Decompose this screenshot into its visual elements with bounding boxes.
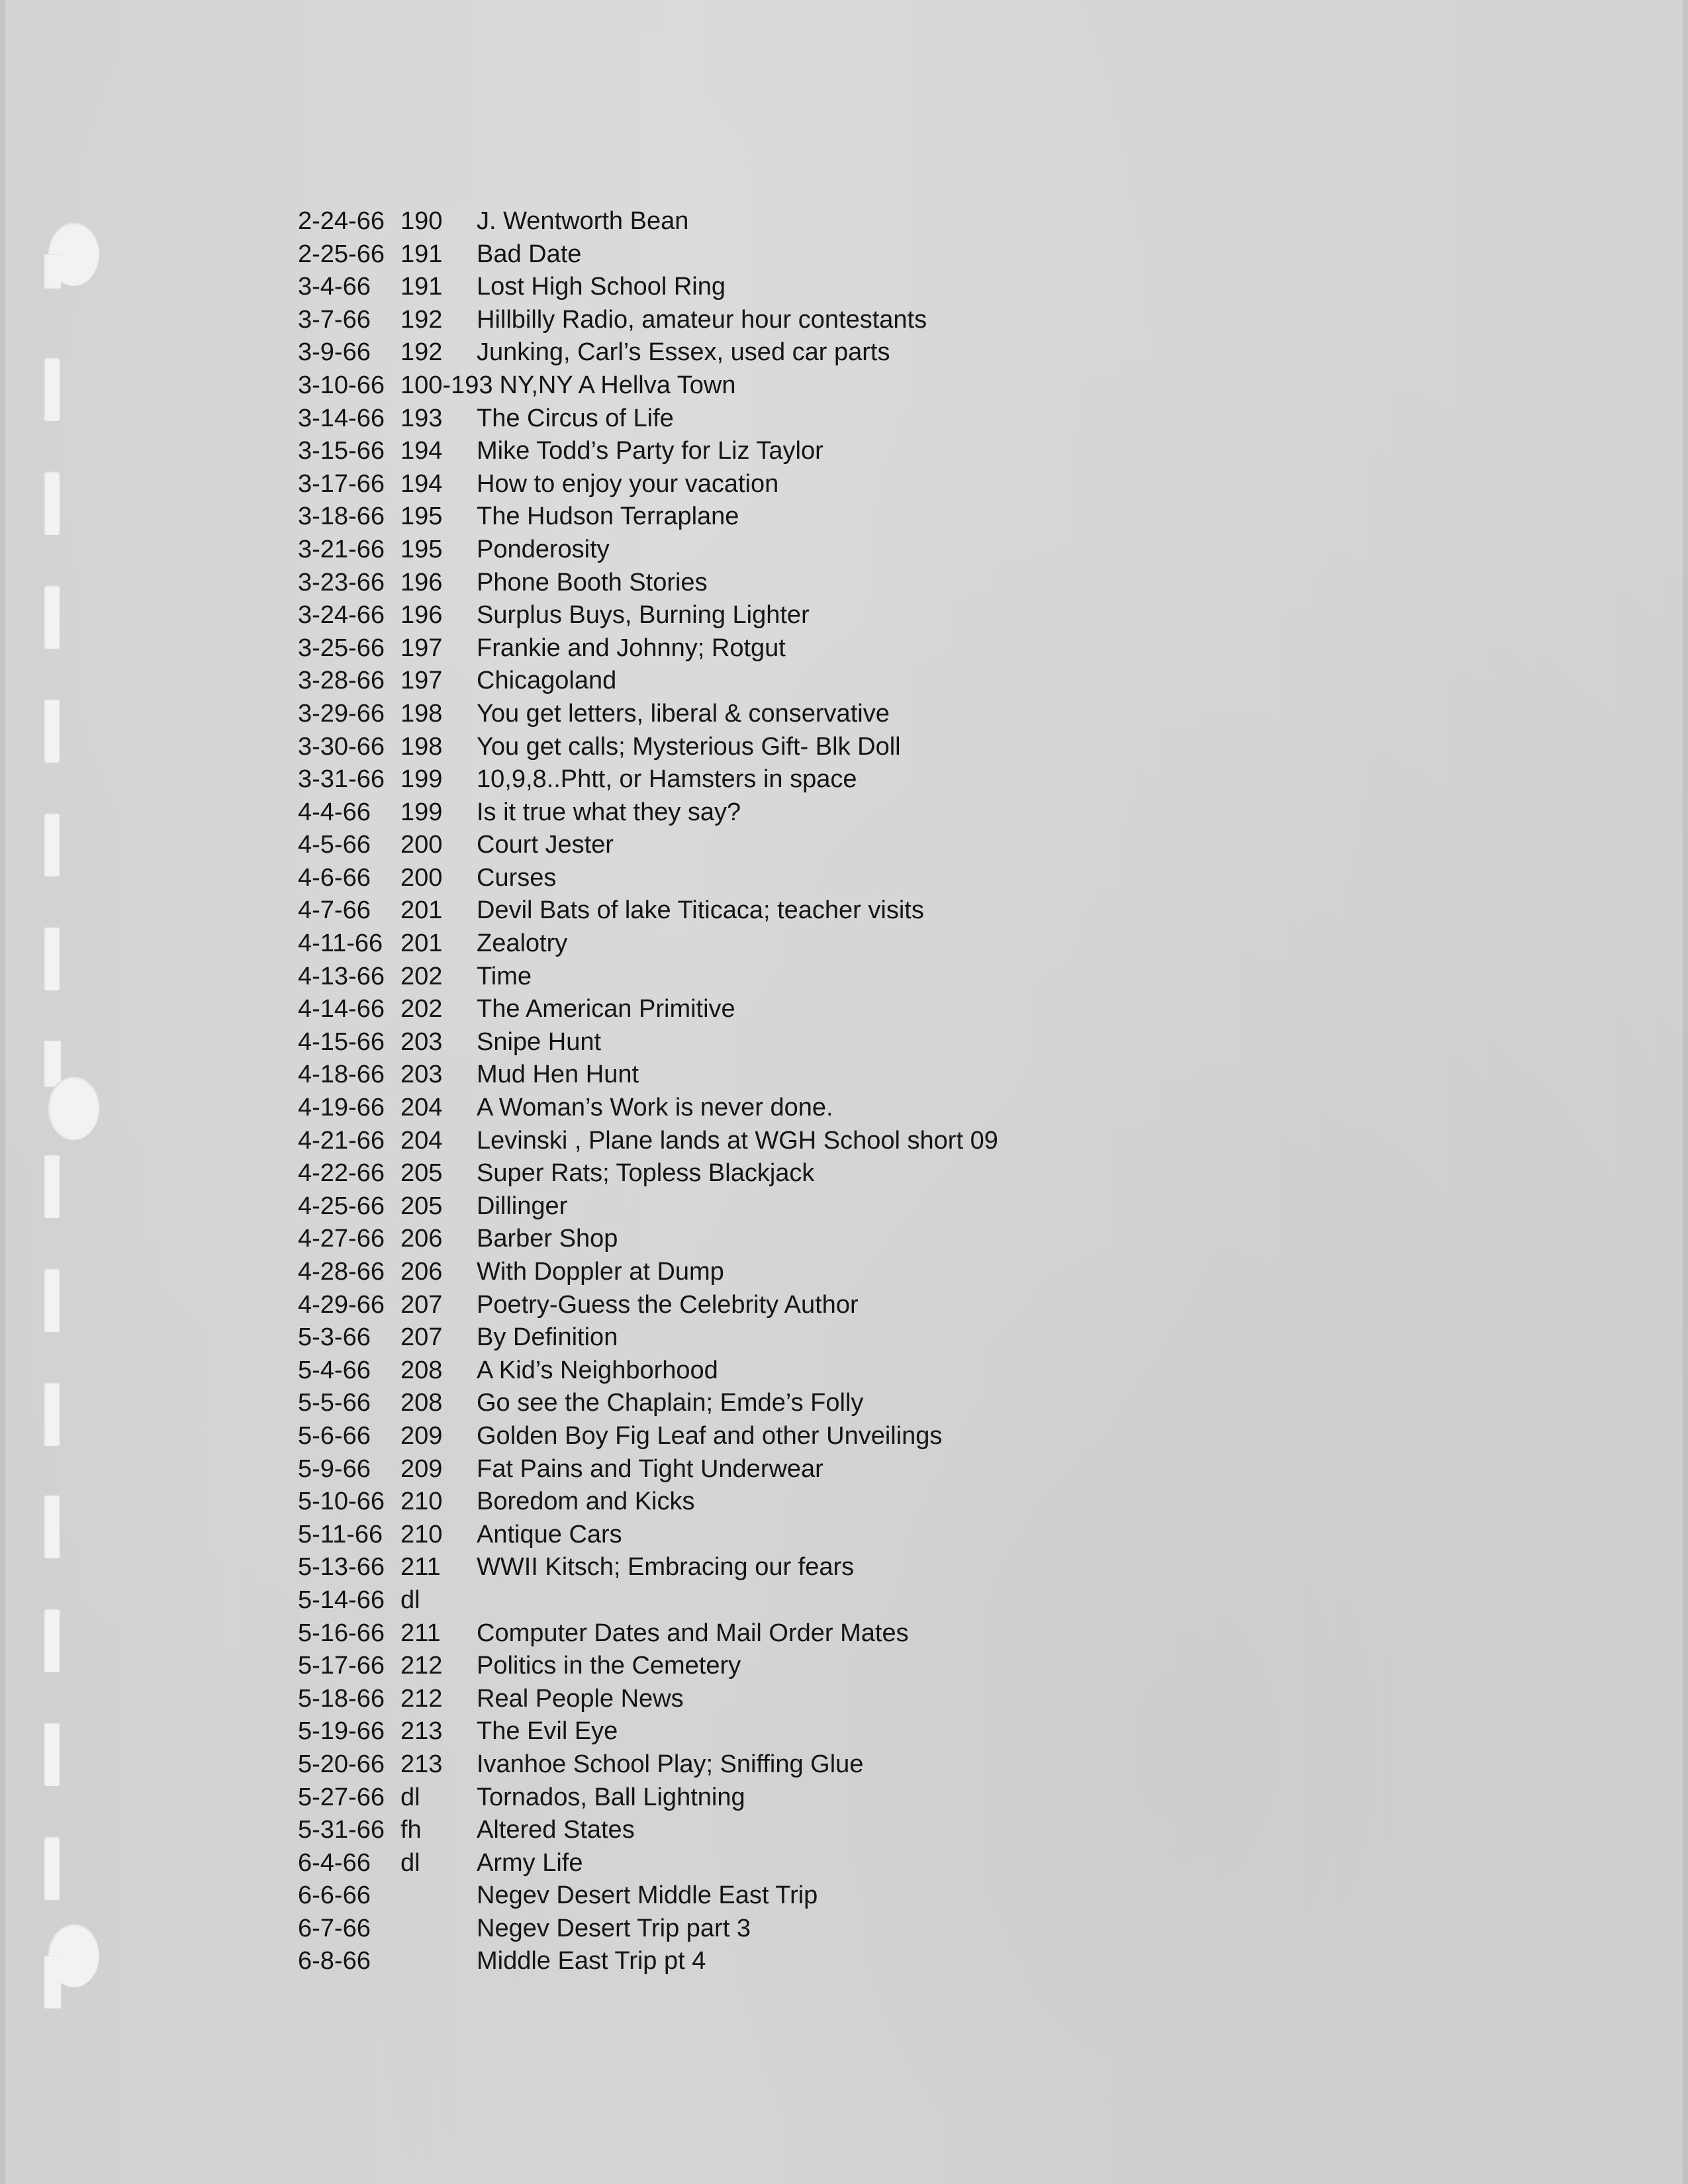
log-entry bbox=[298, 435, 998, 468]
entry-date: 3-7-66 bbox=[298, 305, 371, 334]
log-entry bbox=[298, 1453, 998, 1486]
entry-date: 3-4-66 bbox=[298, 273, 371, 301]
entry-date: 3-24-66 bbox=[298, 601, 385, 630]
entry-number: 196 bbox=[400, 601, 443, 630]
entry-number: 208 bbox=[400, 1389, 443, 1417]
entry-date: 4-15-66 bbox=[298, 1027, 385, 1056]
entry-number: 201 bbox=[400, 929, 443, 958]
log-entry bbox=[298, 336, 998, 369]
entry-number: 209 bbox=[400, 1421, 443, 1450]
entry-date: 5-14-66 bbox=[298, 1586, 385, 1614]
entry-number: 100-193 bbox=[400, 371, 493, 399]
binder-slot bbox=[44, 927, 60, 990]
entry-number: 199 bbox=[400, 798, 443, 826]
entry-number: dl bbox=[400, 1848, 420, 1877]
entry-number: 192 bbox=[400, 338, 443, 367]
entry-number: 190 bbox=[400, 207, 443, 235]
binder-slot bbox=[44, 1609, 60, 1672]
entry-date: 5-4-66 bbox=[298, 1356, 371, 1384]
binder-slot bbox=[44, 357, 60, 421]
entry-number: 210 bbox=[400, 1488, 443, 1516]
entry-date: 5-13-66 bbox=[298, 1553, 385, 1582]
log-entry bbox=[298, 534, 998, 567]
entry-number: 206 bbox=[400, 1225, 443, 1253]
entry-number: 192 bbox=[400, 305, 443, 334]
entry-title: WWII Kitsch; Embracing our fears bbox=[477, 1553, 855, 1582]
entry-date: 5-20-66 bbox=[298, 1750, 385, 1778]
entry-number: dl bbox=[400, 1783, 420, 1811]
log-entry bbox=[298, 1617, 998, 1650]
entry-number: 200 bbox=[400, 831, 443, 859]
entry-title: Middle East Trip pt 4 bbox=[477, 1947, 706, 1975]
log-entry bbox=[298, 1584, 998, 1617]
log-entry bbox=[298, 961, 998, 994]
entry-date: 3-23-66 bbox=[298, 568, 385, 596]
log-entry bbox=[298, 1256, 998, 1289]
log-entry bbox=[298, 1354, 998, 1388]
entry-date: 4-22-66 bbox=[298, 1159, 385, 1188]
entry-title: Boredom and Kicks bbox=[477, 1488, 695, 1516]
entry-date: 4-28-66 bbox=[298, 1258, 385, 1286]
log-entry bbox=[298, 1683, 998, 1716]
entry-number: 213 bbox=[400, 1750, 443, 1778]
entry-number: 197 bbox=[400, 667, 443, 695]
log-entry bbox=[298, 205, 998, 238]
entry-number: 195 bbox=[400, 502, 443, 531]
log-entry bbox=[298, 894, 998, 927]
entry-number: 205 bbox=[400, 1192, 443, 1220]
entry-title: J. Wentworth Bean bbox=[477, 207, 689, 235]
log-entry bbox=[298, 1814, 998, 1847]
log-entry bbox=[298, 1059, 998, 1092]
entry-title: Antique Cars bbox=[477, 1520, 622, 1548]
entry-date: 4-25-66 bbox=[298, 1192, 385, 1220]
binder-slot bbox=[44, 1382, 60, 1446]
entry-number: 203 bbox=[400, 1027, 443, 1056]
log-entry bbox=[298, 1387, 998, 1420]
entry-title: NY,NY A Hellva Town bbox=[499, 371, 736, 399]
entry-number: 211 bbox=[400, 1553, 441, 1582]
log-entry bbox=[298, 271, 998, 304]
entry-title: Negev Desert Middle East Trip bbox=[477, 1881, 818, 1910]
entry-title: Mud Hen Hunt bbox=[477, 1061, 639, 1089]
binder-slot bbox=[44, 1155, 60, 1218]
entry-number: 193 bbox=[400, 404, 443, 432]
entry-title: The Hudson Terraplane bbox=[477, 502, 739, 531]
page-edge-left bbox=[0, 0, 5, 2184]
entry-number: 191 bbox=[400, 240, 443, 268]
log-entry bbox=[298, 567, 998, 600]
entry-title: Time bbox=[477, 962, 532, 990]
entry-title: Lost High School Ring bbox=[477, 273, 726, 301]
log-entry bbox=[298, 1847, 998, 1880]
entry-title: Golden Boy Fig Leaf and other Unveilings bbox=[477, 1421, 943, 1450]
entry-number: 211 bbox=[400, 1619, 441, 1647]
entry-number: 209 bbox=[400, 1454, 443, 1483]
entry-number: 196 bbox=[400, 568, 443, 596]
log-entry bbox=[298, 403, 998, 436]
binder-slot bbox=[44, 585, 60, 649]
entry-date: 4-14-66 bbox=[298, 995, 385, 1023]
entry-date: 3-15-66 bbox=[298, 437, 385, 465]
entry-date: 4-11-66 bbox=[298, 929, 383, 958]
entry-title: Ivanhoe School Play; Sniffing Glue bbox=[477, 1750, 864, 1778]
entry-title: A Woman’s Work is never done. bbox=[477, 1094, 833, 1122]
entry-title: A Kid’s Neighborhood bbox=[477, 1356, 718, 1384]
log-entry bbox=[298, 1321, 998, 1354]
entry-title: Negev Desert Trip part 3 bbox=[477, 1914, 751, 1942]
entry-date: 5-10-66 bbox=[298, 1488, 385, 1516]
episode-log bbox=[298, 205, 998, 1978]
entry-number: 202 bbox=[400, 962, 443, 990]
log-entry bbox=[298, 1781, 998, 1815]
entry-number: 204 bbox=[400, 1126, 443, 1155]
log-entry bbox=[298, 304, 998, 337]
entry-number: 207 bbox=[400, 1323, 443, 1352]
entry-number: 201 bbox=[400, 896, 443, 925]
log-entry bbox=[298, 731, 998, 764]
entry-title: 10,9,8..Phtt, or Hamsters in space bbox=[477, 765, 857, 794]
entry-title: The Circus of Life bbox=[477, 404, 674, 432]
entry-date: 6-8-66 bbox=[298, 1947, 371, 1975]
entry-date: 5-19-66 bbox=[298, 1717, 385, 1746]
binder-slot bbox=[44, 699, 60, 763]
binder-slot bbox=[44, 471, 60, 535]
entry-number: 197 bbox=[400, 634, 443, 662]
entry-date: 5-9-66 bbox=[298, 1454, 371, 1483]
entry-date: 3-31-66 bbox=[298, 765, 385, 794]
log-entry bbox=[298, 1420, 998, 1453]
log-entry bbox=[298, 1223, 998, 1256]
entry-number: 195 bbox=[400, 535, 443, 563]
log-entry bbox=[298, 1650, 998, 1683]
log-entry bbox=[298, 796, 998, 830]
entry-title: Surplus Buys, Burning Lighter bbox=[477, 601, 810, 630]
entry-title: Barber Shop bbox=[477, 1225, 618, 1253]
log-entry bbox=[298, 632, 998, 665]
log-entry bbox=[298, 1157, 998, 1190]
entry-title: Phone Booth Stories bbox=[477, 568, 708, 596]
entry-title: The Evil Eye bbox=[477, 1717, 618, 1746]
binder-slot bbox=[44, 1836, 60, 1900]
log-entry bbox=[298, 468, 998, 501]
log-entry bbox=[298, 1026, 998, 1059]
entry-title: By Definition bbox=[477, 1323, 618, 1352]
entry-date: 3-29-66 bbox=[298, 699, 385, 728]
entry-title: Hillbilly Radio, amateur hour contestants bbox=[477, 305, 927, 334]
entry-date: 5-6-66 bbox=[298, 1421, 371, 1450]
entry-number: 212 bbox=[400, 1652, 443, 1680]
entry-date: 4-6-66 bbox=[298, 863, 371, 892]
entry-title: Bad Date bbox=[477, 240, 582, 268]
entry-number: 194 bbox=[400, 469, 443, 498]
entry-title: Devil Bats of lake Titicaca; teacher visits bbox=[477, 896, 924, 925]
entry-title: Fat Pains and Tight Underwear bbox=[477, 1454, 823, 1483]
entry-title: Junking, Carl’s Essex, used car parts bbox=[477, 338, 890, 367]
entry-number: 198 bbox=[400, 732, 443, 761]
log-entry bbox=[298, 1913, 998, 1946]
entry-title: Chicagoland bbox=[477, 667, 617, 695]
entry-title: You get calls; Mysterious Gift- Blk Doll bbox=[477, 732, 901, 761]
entry-title: Go see the Chaplain; Emde’s Folly bbox=[477, 1389, 864, 1417]
entry-title: The American Primitive bbox=[477, 995, 735, 1023]
entry-number: 202 bbox=[400, 995, 443, 1023]
entry-date: 6-7-66 bbox=[298, 1914, 371, 1942]
entry-date: 5-3-66 bbox=[298, 1323, 371, 1352]
log-entry bbox=[298, 1190, 998, 1223]
entry-date: 4-18-66 bbox=[298, 1061, 385, 1089]
entry-title: Frankie and Johnny; Rotgut bbox=[477, 634, 786, 662]
entry-date: 4-7-66 bbox=[298, 896, 371, 925]
entry-date: 4-5-66 bbox=[298, 831, 371, 859]
log-entry bbox=[298, 369, 998, 403]
entry-number: 208 bbox=[400, 1356, 443, 1384]
log-entry bbox=[298, 1486, 998, 1519]
entry-date: 3-21-66 bbox=[298, 535, 385, 563]
binder-slot bbox=[44, 813, 60, 877]
entry-title: Poetry-Guess the Celebrity Author bbox=[477, 1290, 859, 1319]
entry-title: Computer Dates and Mail Order Mates bbox=[477, 1619, 909, 1647]
entry-title: Dillinger bbox=[477, 1192, 568, 1220]
entry-date: 5-17-66 bbox=[298, 1652, 385, 1680]
entry-title: Real People News bbox=[477, 1684, 684, 1713]
entry-date: 6-6-66 bbox=[298, 1881, 371, 1910]
entry-number: 199 bbox=[400, 765, 443, 794]
entry-title: Court Jester bbox=[477, 831, 614, 859]
entry-number: 198 bbox=[400, 699, 443, 728]
entry-date: 4-13-66 bbox=[298, 962, 385, 990]
entry-date: 4-4-66 bbox=[298, 798, 371, 826]
binder-slot bbox=[44, 1723, 60, 1786]
entry-title: Is it true what they say? bbox=[477, 798, 741, 826]
entry-number: fh bbox=[400, 1816, 422, 1844]
entry-date: 3-28-66 bbox=[298, 667, 385, 695]
entry-date: 5-31-66 bbox=[298, 1816, 385, 1844]
entry-title: Politics in the Cemetery bbox=[477, 1652, 741, 1680]
log-entry bbox=[298, 1748, 998, 1781]
entry-date: 5-27-66 bbox=[298, 1783, 385, 1811]
entry-date: 3-18-66 bbox=[298, 502, 385, 531]
log-entry bbox=[298, 698, 998, 731]
entry-date: 4-27-66 bbox=[298, 1225, 385, 1253]
log-entry bbox=[298, 1551, 998, 1584]
entry-date: 6-4-66 bbox=[298, 1848, 371, 1877]
log-entry bbox=[298, 1125, 998, 1158]
entry-date: 4-21-66 bbox=[298, 1126, 385, 1155]
entry-title: Mike Todd’s Party for Liz Taylor bbox=[477, 437, 823, 465]
entry-number: 205 bbox=[400, 1159, 443, 1188]
entry-date: 5-16-66 bbox=[298, 1619, 385, 1647]
log-entry bbox=[298, 1945, 998, 1978]
log-entry bbox=[298, 993, 998, 1026]
entry-date: 5-5-66 bbox=[298, 1389, 371, 1417]
entry-title: Tornados, Ball Lightning bbox=[477, 1783, 745, 1811]
entry-number: dl bbox=[400, 1586, 420, 1614]
binder-slot bbox=[44, 1268, 60, 1332]
entry-number: 213 bbox=[400, 1717, 443, 1746]
entry-title: You get letters, liberal & conservative bbox=[477, 699, 890, 728]
log-entry bbox=[298, 1289, 998, 1322]
entry-number: 204 bbox=[400, 1094, 443, 1122]
log-entry bbox=[298, 1715, 998, 1748]
entry-title: Altered States bbox=[477, 1816, 635, 1844]
log-entry bbox=[298, 1092, 998, 1125]
entry-date: 3-17-66 bbox=[298, 469, 385, 498]
log-entry bbox=[298, 665, 998, 698]
entry-date: 4-19-66 bbox=[298, 1094, 385, 1122]
log-entry bbox=[298, 238, 998, 271]
log-entry bbox=[298, 1519, 998, 1552]
entry-date: 5-11-66 bbox=[298, 1520, 383, 1548]
binder-slot bbox=[44, 1495, 60, 1558]
entry-title: Zealotry bbox=[477, 929, 568, 958]
entry-title: Ponderosity bbox=[477, 535, 610, 563]
entry-date: 2-24-66 bbox=[298, 207, 385, 235]
log-entry bbox=[298, 599, 998, 632]
entry-date: 2-25-66 bbox=[298, 240, 385, 268]
entry-number: 207 bbox=[400, 1290, 443, 1319]
entry-date: 5-18-66 bbox=[298, 1684, 385, 1713]
entry-date: 3-25-66 bbox=[298, 634, 385, 662]
entry-number: 194 bbox=[400, 437, 443, 465]
entry-number: 206 bbox=[400, 1258, 443, 1286]
log-entry bbox=[298, 1879, 998, 1913]
entry-date: 3-9-66 bbox=[298, 338, 371, 367]
entry-date: 3-30-66 bbox=[298, 732, 385, 761]
entry-number: 200 bbox=[400, 863, 443, 892]
entry-title: How to enjoy your vacation bbox=[477, 469, 779, 498]
page-edge-right bbox=[1683, 0, 1688, 2184]
entry-title: Super Rats; Topless Blackjack bbox=[477, 1159, 815, 1188]
entry-date: 3-14-66 bbox=[298, 404, 385, 432]
log-entry bbox=[298, 927, 998, 961]
entry-date: 4-29-66 bbox=[298, 1290, 385, 1319]
entry-number: 191 bbox=[400, 273, 443, 301]
log-entry bbox=[298, 862, 998, 895]
entry-number: 212 bbox=[400, 1684, 443, 1713]
entry-date: 3-10-66 bbox=[298, 371, 385, 399]
entry-title: Curses bbox=[477, 863, 557, 892]
entry-number: 210 bbox=[400, 1520, 443, 1548]
entry-title: Snipe Hunt bbox=[477, 1027, 602, 1056]
log-entry bbox=[298, 763, 998, 796]
entry-title: Army Life bbox=[477, 1848, 583, 1877]
entry-title: With Doppler at Dump bbox=[477, 1258, 724, 1286]
log-entry bbox=[298, 500, 998, 534]
entry-title: Levinski , Plane lands at WGH School short 09 bbox=[477, 1126, 998, 1155]
entry-number: 203 bbox=[400, 1061, 443, 1089]
log-entry bbox=[298, 829, 998, 862]
